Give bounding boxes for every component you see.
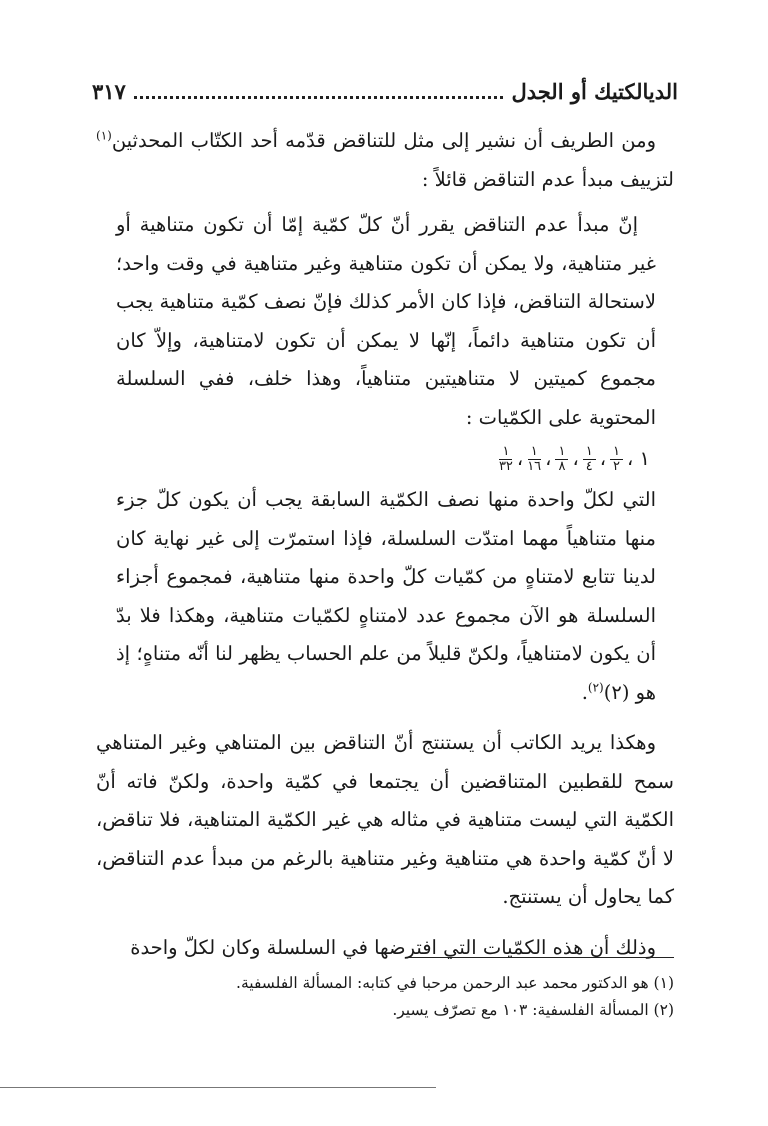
scan-edge-line (0, 1087, 436, 1088)
fraction-series (116, 437, 656, 481)
footnote-ref-1: (١) (96, 128, 112, 143)
header-title: الديالكتيك أو الجدل (511, 78, 678, 104)
header-leader-dots (134, 84, 504, 99)
quoted-passage (116, 206, 656, 712)
fraction-half: $\frac{١}{٢}$ (610, 445, 623, 474)
series-separator: ، (599, 446, 607, 470)
page-number: ٣١٧ (92, 78, 126, 104)
footnote-separator (408, 957, 674, 958)
commentary-paragraph: وهكذا يريد الكاتب أن يستنتج أنّ التناقض بين المتناهي وغير المتناهي سمح للقطبين المتناقضين أن يجتمعا في كمّية واحدة، ولكنّ فاته أنّ الكمّية التي ليست متناهية في مثاله هي غير الكمّية المتناهية، فلا تناقض، لا أنّ كمّية واحدة هي متناهية وغير متناهية بالرغم من مبدأ عدم التناقض، كما يحاول أن يستنتج. (96, 731, 674, 908)
footnote-ref-2: (٢) (587, 680, 604, 694)
quote-paragraph-2: التي لكلّ واحدة منها نصف الكمّية السابقة يجب أن يكون كلّ جزء منها متناهياً مهما امتدّت السلسلة، فإذا استمرّت إلى غير نهاية كان لدينا تتابع لامتناهٍ من كمّيات كلّ واحدة منها متناهية، فمجموع أجزاء السلسلة هو الآن مجموع عدد لامتناهٍ لكمّيات متناهية، وهكذا فلا بدّ أن يكون لامتناهياً، ولكنّ قليلاً من علم الحساب يظهر لنا أنّه متناهٍ؛ إذ هو (٢)$^{(٢)}$. (116, 488, 656, 704)
series-separator: ، (572, 446, 579, 470)
series-separator: ، (545, 446, 552, 470)
fraction-sixteenth: $\frac{١}{١٦}$ (527, 443, 542, 474)
footnote-2: (٢) المسألة الفلسفية: ١٠٣ مع تصرّف يسير. (392, 1001, 674, 1019)
series-lead: ١ ، (627, 446, 650, 470)
fraction-eighth: $\frac{١}{٨}$ (555, 445, 568, 474)
footnotes (96, 970, 674, 1024)
quote-paragraph-1: إنّ مبدأ عدم التناقض يقرر أنّ كلّ كمّية إمّا أن تكون متناهية أو غير متناهية، ولا يمكن أن تكون متناهية وغير متناهية في وقت واحد؛ لاستحالة التناقض، فإذا كان الأمر كذلك فإنّ نصف كمّية متناهية يجب أن تكون متناهية دائماً، إنّها لا يمكن أن تكون لامتناهية، وإلاّ كان مجموع كميتين لا متناهيتين متناهياً، وهذا خلف، ففي السلسلة المحتوية على الكمّيات : (116, 213, 656, 429)
series-separator: ، (516, 446, 524, 470)
fraction-quarter: $\frac{١}{٤}$ (583, 445, 596, 474)
continuation-paragraph: وذلك أن هذه الكمّيات التي افترضها في السلسلة وكان لكلّ واحدة (130, 935, 656, 959)
page-body (96, 122, 674, 967)
intro-paragraph: ومن الطريف أن نشير إلى مثل للتناقض قدّمه أحد الكتّاب المحدثين$^{(١)}$ لتزييف مبدأ عدم التناقض قائلاً : (96, 128, 674, 191)
footnote-1: (١) هو الدكتور محمد عبد الرحمن مرحبا في كتابه: المسألة الفلسفية. (236, 974, 674, 992)
fraction-thirty-second: $\frac{١}{٣٢}$ (498, 443, 513, 474)
running-header (92, 72, 678, 110)
